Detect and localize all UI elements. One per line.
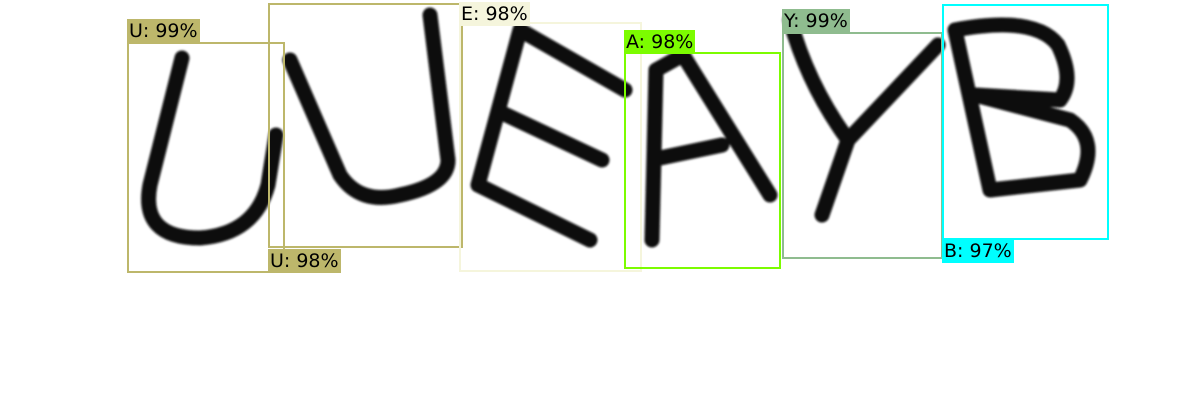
detection-label-y: Y: 99% — [784, 10, 848, 32]
detection-label-a: A: 98% — [626, 31, 694, 53]
detection-label-u-2: U: 98% — [270, 250, 339, 272]
detection-label-e: E: 98% — [461, 3, 528, 25]
detection-box-e — [459, 22, 642, 272]
detection-box-y — [782, 32, 943, 259]
detection-box-b — [942, 4, 1109, 240]
detection-label-u-1: U: 99% — [129, 20, 198, 42]
detection-box-u-2 — [268, 3, 463, 248]
detection-label-b: B: 97% — [944, 240, 1012, 262]
detection-box-a — [624, 52, 781, 269]
detection-box-u-1 — [127, 42, 285, 273]
